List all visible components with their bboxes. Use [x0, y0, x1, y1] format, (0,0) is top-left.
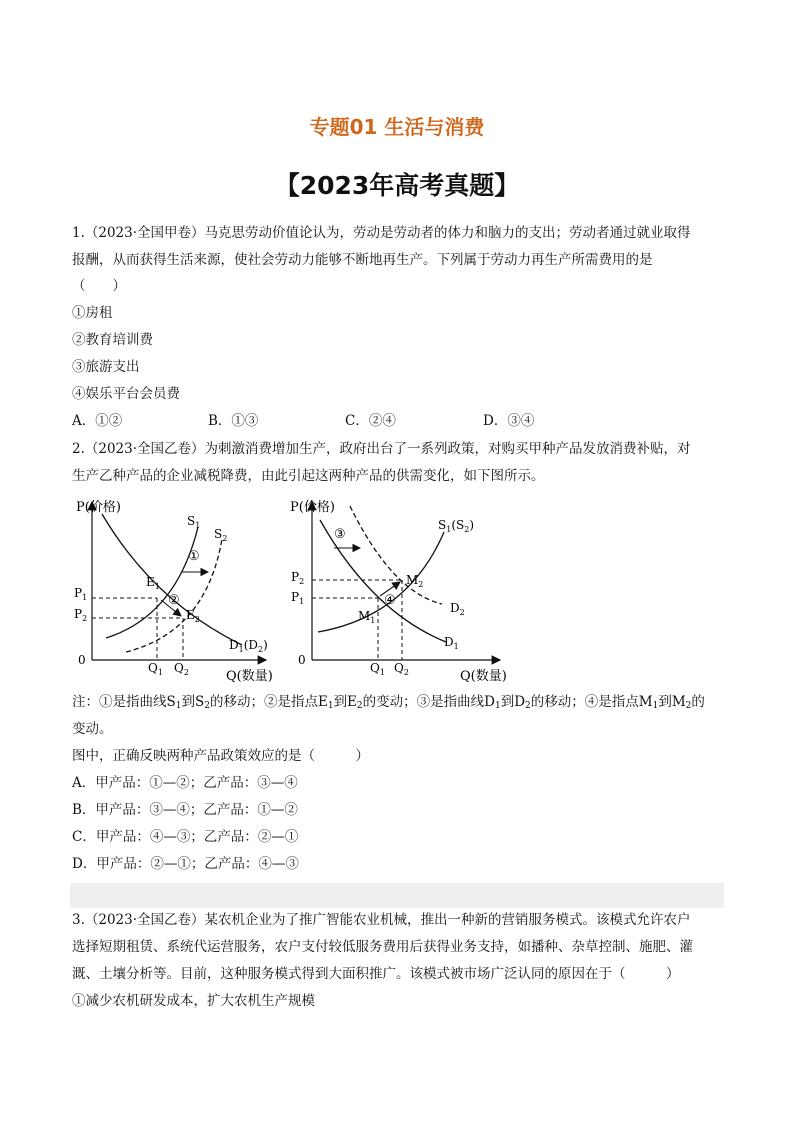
- mark-1: ①: [188, 549, 200, 564]
- label-s1s2: $S_1(S_2)$: [438, 518, 475, 534]
- label-m1: $M_1$: [358, 609, 376, 625]
- q3-stem-line1: 3.（2023·全国乙卷）某农机企业为了推广智能农业机械，推出一种新的营销服务模式。该模式允许农户: [72, 912, 691, 928]
- label-e1: $E_1$: [146, 575, 160, 591]
- q1-option-a: A．①②: [72, 413, 123, 429]
- separator-bar: [70, 883, 724, 908]
- x-axis-label: Q(数量): [226, 669, 273, 684]
- demand-curve-d2: [350, 506, 442, 604]
- q3-item-1: ①减少农机研发成本，扩大农机生产规模: [72, 993, 315, 1009]
- supply-demand-graph-2: [282, 492, 532, 688]
- supply-demand-graph-1: [66, 492, 288, 688]
- q1-option-d: D．③④: [483, 413, 535, 429]
- label-p1: $P_1$: [291, 590, 305, 606]
- q1-item-3: ③旅游支出: [72, 359, 140, 375]
- mark-4: ④: [384, 593, 396, 608]
- page-title: 专题01 生活与消费: [309, 115, 485, 139]
- section-heading: 【2023年高考真题】: [274, 171, 520, 200]
- q2-stem-line2: 生产乙种产品的企业减税降费，由此引起这两种产品的供需变化，如下图所示。: [72, 468, 545, 484]
- label-s2: $S_2$: [214, 527, 228, 543]
- label-d1: $D_1$: [444, 635, 459, 651]
- q2-option-a: A．甲产品：①—②；乙产品：③—④: [72, 775, 298, 791]
- q2-stem-line1: 2.（2023·全国乙卷）为刺激消费增加生产，政府出台了一系列政策，对购买甲种产品发放消费补贴，对: [72, 441, 691, 457]
- label-p1: $P_1$: [74, 586, 88, 602]
- label-q2: $Q_2$: [174, 661, 189, 677]
- label-q1: $Q_1$: [370, 661, 385, 677]
- q2-option-d: D．甲产品：②—①；乙产品：④—③: [72, 856, 299, 872]
- origin-label: 0: [298, 653, 306, 667]
- q1-item-2: ②教育培训费: [72, 332, 153, 348]
- label-s1: $S_1$: [187, 514, 201, 530]
- mark-2: ②: [168, 593, 180, 608]
- y-axis-label: P(价格): [290, 500, 335, 515]
- label-p2: $P_2$: [74, 607, 88, 623]
- label-e2: $E_2$: [186, 608, 200, 624]
- q2-note-line1: 注：①是指曲线$S_1$到$S_2$的移动；②是指点$E_1$到$E_2$的变动；③是指曲线$D_1$到$D_2$的移动；④是指点$M_1$到$M_2$的: [72, 694, 705, 711]
- origin-label: 0: [78, 653, 86, 667]
- label-d1d2: $D_1(D_2)$: [229, 638, 268, 654]
- q2-option-b: B．甲产品：③—④；乙产品：①—②: [72, 802, 298, 818]
- mark-3: ③: [334, 527, 346, 542]
- q1-stem-line2: 报酬，从而获得生活来源，使社会劳动力能够不断地再生产。下列属于劳动力再生产所需费用的是: [72, 252, 653, 268]
- label-p2: $P_2$: [291, 570, 305, 586]
- q1-stem-line1: 1.（2023·全国甲卷）马克思劳动价值论认为，劳动是劳动者的体力和脑力的支出；劳动者通过就业取得: [72, 225, 691, 241]
- q1-answer-blank: （ ）: [72, 278, 126, 294]
- q2-prompt: 图中，正确反映两种产品政策效应的是（ ）: [72, 748, 369, 764]
- label-d2: $D_2$: [450, 601, 465, 617]
- x-axis-label: Q(数量): [460, 669, 507, 684]
- label-q2: $Q_2$: [394, 661, 409, 677]
- q1-item-1: ①房租: [72, 305, 113, 321]
- q1-option-c: C．②④: [345, 413, 396, 429]
- label-m2: $M_2$: [406, 573, 424, 589]
- q2-option-c: C．甲产品：④—③；乙产品：②—①: [72, 829, 299, 845]
- q2-note-line2: 变动。: [72, 721, 113, 737]
- q3-stem-line2: 选择短期租赁、系统代运营服务，农户支付较低服务费用后获得业务支持，如播种、杂草控制、施肥、灌: [72, 939, 693, 955]
- q1-option-b: B．①③: [208, 413, 259, 429]
- q3-stem-line3: 溉、土壤分析等。目前，这种服务模式得到大面积推广。该模式被市场广泛认同的原因在于（ ）: [72, 966, 680, 982]
- q1-item-4: ④娱乐平台会员费: [72, 386, 180, 402]
- label-q1: $Q_1$: [148, 661, 163, 677]
- y-axis-label: P(价格): [76, 500, 121, 515]
